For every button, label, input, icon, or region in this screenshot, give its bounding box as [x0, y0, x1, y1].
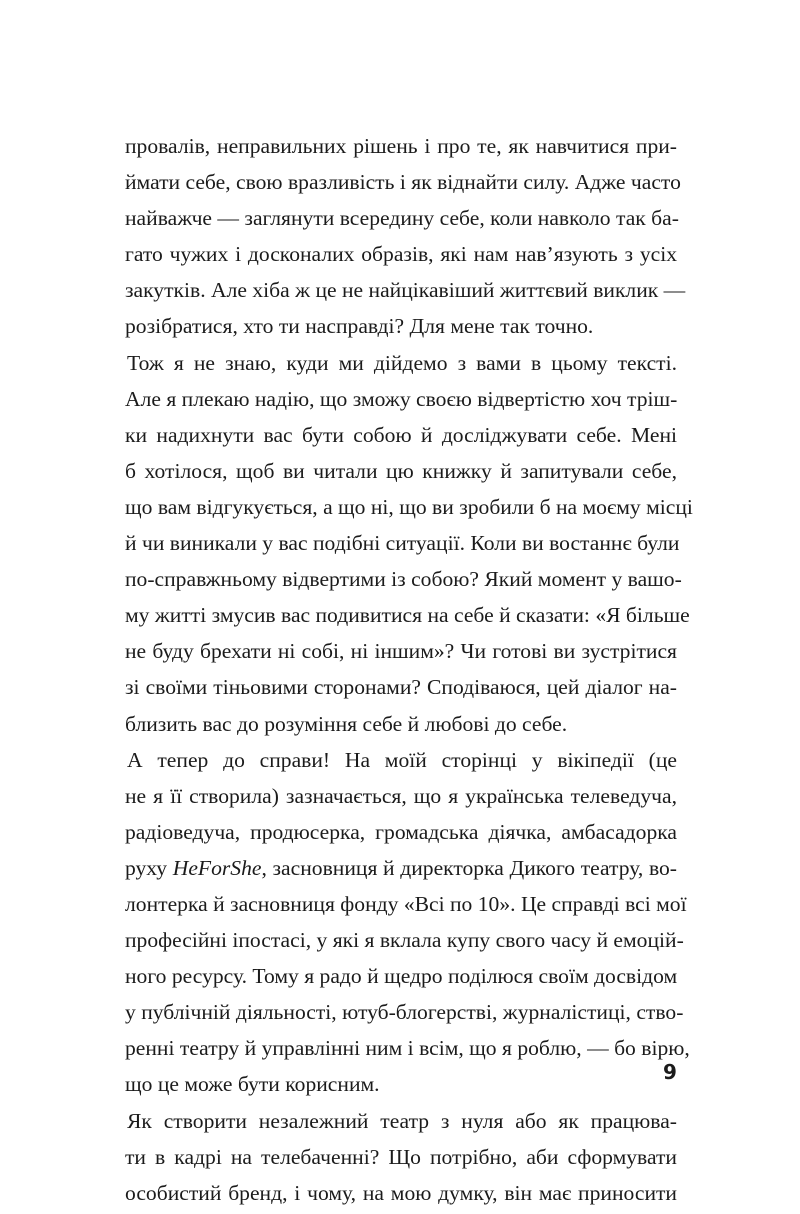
page-number: 9	[663, 1060, 677, 1084]
text-line: Як створити незалежний театр з нуля або як працюва-	[127, 1108, 677, 1133]
text-line: ки надихнути вас бути собою й досліджувати себе. Мені	[125, 422, 677, 447]
paragraph-2	[125, 345, 693, 742]
text-line: провалів, неправильних рішень і про те, як навчитися при-	[125, 134, 677, 158]
paragraph-1	[125, 128, 686, 345]
text-line: у публічній діяльності, ютуб-блогерстві, журналістиці, ство-	[125, 1000, 684, 1025]
text-line: професійні іпостасі, у які я вклала купу свого часу й емоцій-	[125, 928, 684, 953]
text-line	[125, 345, 677, 381]
brand-name-italic: HeForShe	[172, 855, 262, 880]
text-line: му житті змусив вас подивитися на себе й сказати: «Я більше	[125, 603, 690, 628]
text-line: що це може бути корисним.	[125, 1072, 380, 1097]
text-line: Але я плекаю надію, що зможу своєю відвертістю хоч тріш-	[125, 386, 678, 411]
text-line: ти в кадрі на телебаченні? Що потрібно, аби сформувати	[125, 1144, 677, 1169]
text-line: що вам відгукується, а що ні, що ви зробили б на моєму місці	[125, 494, 693, 519]
text-line: близить вас до розуміння себе й любові до себе.	[125, 711, 568, 736]
text-line: радіоведуча, продюсерка, громадська діячка, амбасадорка	[125, 819, 677, 844]
text-line: закутків. Але хіба ж це не найцікавіший життєвий виклик —	[125, 278, 686, 303]
text-line: не я її створила) зазначається, що я українська телеведуча,	[125, 783, 677, 808]
text-line: гато чужих і досконалих образів, які нам нав’язують з усіх	[125, 242, 677, 267]
text-line: б хотілося, щоб ви читали цю книжку й запитували себе,	[125, 458, 677, 483]
text-line: особистий бренд, і чому, на мою думку, він має приносити	[125, 1180, 677, 1205]
text-line: А тепер до справи! На моїй сторінці у вікіпедії (це	[127, 747, 677, 772]
paragraph-4	[125, 1103, 677, 1211]
text-line: не буду брехати ні собі, ні іншим»? Чи готові ви зустрітися	[125, 639, 677, 664]
text-segment: руху	[125, 855, 173, 880]
text-line-content: Тож я не знаю, куди ми дійдемо з вами в цьому тексті.	[127, 350, 677, 375]
text-line: по-справжньому відвертими із собою? Який момент у вашо-	[125, 567, 682, 592]
text-segment: , засновниця й директорка Дикого театру, во-	[261, 855, 677, 880]
text-line	[125, 850, 677, 886]
text-line: ного ресурсу. Тому я радо й щедро поділюся своїм досвідом	[125, 964, 678, 989]
text-line: зі своїми тіньовими сторонами? Сподіваюся, цей діалог на-	[125, 675, 677, 700]
body-text	[125, 128, 693, 1211]
text-line: розібратися, хто ти насправді? Для мене так точно.	[125, 314, 594, 339]
text-line: найважче — заглянути всередину себе, коли навколо так ба-	[125, 206, 679, 231]
text-line: й чи виникали у вас подібні ситуації. Коли ви востаннє були	[125, 531, 680, 556]
paragraph-3	[125, 742, 690, 1103]
text-line: ренні театру й управлінні ним і всім, що я роблю, — бо вірю,	[125, 1036, 690, 1061]
text-line: лонтерка й засновниця фонду «Всі по 10». Це справді всі мої	[125, 891, 687, 916]
text-line: ймати себе, свою вразливість і як віднайти силу. Адже часто	[125, 170, 681, 195]
